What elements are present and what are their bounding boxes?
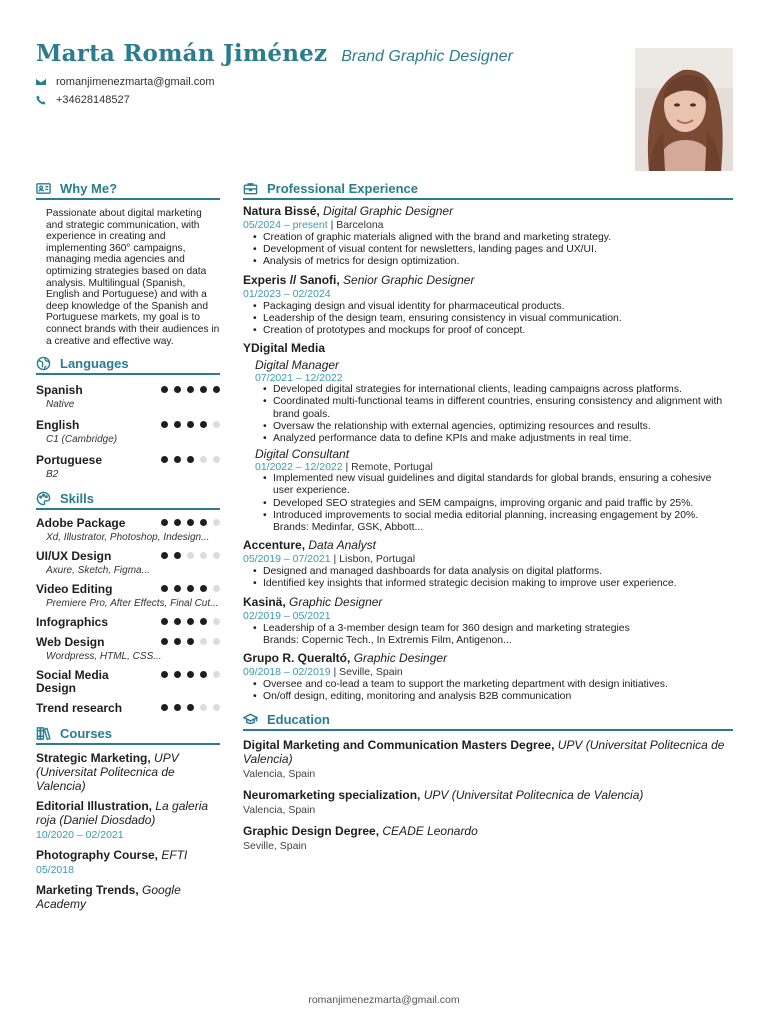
section-header-courses [36,725,220,745]
education-school: UPV (Universitat Politecnica de Valencia) [423,788,644,803]
email-text[interactable]: romanjimenezmarta@gmail.com [56,76,215,88]
language-rating [161,456,220,463]
bullet-item: • Identified key insights that informed strategic decision making to improve user experience. [253,578,733,590]
education-location: Seville, Spain [243,840,307,853]
job-location: Remote, Portugal [351,461,433,474]
course-item [36,799,220,842]
job-company: Experis // Sanofi, [243,272,340,287]
job-role: Digital Graphic Designer [323,204,454,218]
skill-name: Web Design [36,635,105,650]
experience-title: Professional Experience [267,180,419,196]
rating-dot-empty [213,704,220,711]
phone-text[interactable]: +34628148527 [56,94,130,106]
rating-dot-empty [200,552,207,559]
education-title-line [243,788,733,802]
graduation-cap-icon [243,712,258,727]
skill-tools: Xd, Illustrator, Photoshop, Indesign... [46,532,210,544]
rating-dot-filled [200,671,207,678]
skill-rating [161,519,220,526]
job-meta: 05/2024 – present | Barcelona [243,219,384,231]
candidate-name: Marta Román Jiménez [36,40,328,67]
section-header-why [36,180,220,200]
rating-dot-filled [213,386,220,393]
rating-dot-empty [213,618,220,625]
bullet-item: • Analyzed performance data to define KPIs and make adjustments in real time. [263,433,733,445]
rating-dot-filled [161,421,168,428]
job-bullets [253,679,733,703]
job-company: Accenture, [243,538,306,553]
course-date: 10/2020 – 02/2021 [36,829,124,842]
course-title: Editorial Illustration, [36,799,153,814]
education-item [243,788,733,817]
course-item [36,883,220,911]
why-title: Why Me? [60,180,118,196]
skill-item [36,669,220,695]
job-meta [243,288,733,301]
rating-dot-filled [161,704,168,711]
job-role: Digital Consultant [255,447,350,462]
bullet-item: • Leadership of a 3-member design team for 360 design and marketing strategies [253,623,733,635]
globe-icon [36,356,51,371]
job-role: Graphic Desinger [353,651,448,666]
job-location: Lisbon, Portugal [339,553,416,566]
language-item [36,453,220,480]
language-name: Portuguese [36,453,103,468]
skill-name: Video Editing [36,582,113,597]
rating-dot-filled [161,638,168,645]
language-rating [161,386,220,393]
rating-dot-filled [187,456,194,463]
job-bullets [263,384,733,445]
skill-name: UI/UX Design [36,549,112,564]
footer-email[interactable]: romanjimenezmarta@gmail.com [308,994,460,1006]
rating-dot-filled [187,638,194,645]
rating-dot-filled [161,585,168,592]
rating-dot-filled [161,456,168,463]
skill-tools: Premiere Pro, After Effects, Final Cut... [46,598,219,610]
job-company: Kasinä, [243,594,286,609]
language-name: English [36,418,80,433]
rating-dot-empty [200,704,207,711]
rating-dot-empty [213,638,220,645]
job-bullets [253,301,733,338]
job-bullets [263,473,733,534]
skill-rating [161,671,220,678]
job-date: 05/2024 – present [243,219,328,231]
rating-dot-empty [187,552,194,559]
bullet-item: • Developed SEO strategies and SEM campaigns, improving organic and paid traffic by 25%. [263,498,733,510]
skill-name: Infographics [36,615,109,630]
courses-list [36,751,220,911]
course-item [36,751,220,793]
skill-item [36,583,220,609]
rating-dot-filled [174,618,181,625]
language-level: C1 (Cambridge) [46,434,118,446]
rating-dot-filled [174,638,181,645]
skill-rating [161,704,220,711]
skills-title: Skills [60,490,94,506]
education-school: UPV (Universitat Politecnica de Valencia) [243,738,725,767]
language-rating [161,421,220,428]
job-role: Digital Manager [255,358,340,373]
education-location: Valencia, Spain [243,804,316,817]
job-date: 02/2019 – 05/2021 [243,609,331,622]
rating-dot-filled [174,671,181,678]
job-bullets [253,232,733,269]
language-name: Spanish [36,383,83,398]
resume-header [36,40,616,106]
skill-item [36,616,220,629]
skill-name: Trend research [36,701,123,716]
course-title: Strategic Marketing, [36,751,151,766]
profile-photo [635,48,733,171]
bullet-item: • Coordinated multi-functional teams in different countries, ensuring consistency and alignment with brand goals. [263,396,733,420]
job-role: Senior Graphic Designer [343,272,475,287]
rating-dot-filled [187,421,194,428]
job-entry [243,595,733,647]
education-item [243,824,733,853]
rating-dot-empty [213,456,220,463]
job-role: Graphic Designer [289,594,383,609]
right-column [243,180,733,853]
language-level: B2 [46,469,59,481]
job-entry [243,538,733,590]
left-column [36,180,220,911]
skill-tools: Axure, Sketch, Figma... [46,565,150,577]
job-date: 01/2023 – 02/2024 [243,287,331,300]
rating-dot-filled [200,585,207,592]
skill-item [36,550,220,576]
rating-dot-filled [174,585,181,592]
bullet-item: • Implemented new visual guidelines and digital standards for global brands, ensuring a cohesive user experience. [263,473,733,497]
bullet-item: • Analysis of metrics for design optimization. [253,256,733,268]
language-item [36,383,220,410]
section-header-education [243,711,733,731]
course-org: EFTI [161,848,188,863]
bullet-item: • Leadership of the design team, ensuring consistency in visual communication. [253,313,733,325]
job-meta [255,372,733,384]
job-location: Barcelona [336,219,384,231]
job-meta: 01/2022 – 12/2022 | Remote, Portugal [255,461,433,474]
why-text: Passionate about digital marketing and strategic communication, with experience in creating and implementing 360° campaigns, managing media agencies and optimizing strategies based on data analysis. Multilingual (Spanish, English and Portuguese) and with a deep knowledge of the Spanish and Portuguese markets, my goal is to connect brands with their audiences in a creative and effective way. [46,208,220,347]
skill-name: Adobe Package [36,516,126,531]
bullet-item: • Oversee and co-lead a team to support the marketing department with design initiatives. [253,679,733,691]
briefcase-icon [243,181,258,196]
skill-rating [161,585,220,592]
course-title: Marketing Trends, [36,883,139,898]
rating-dot-filled [161,671,168,678]
education-degree: Neuromarketing specialization, [243,788,421,803]
envelope-icon [36,77,46,87]
courses-title: Courses [60,725,113,741]
education-item [243,738,733,781]
job-company: Natura Bissé, [243,204,320,218]
course-org: Google Academy [36,883,181,912]
rating-dot-filled [174,421,181,428]
job-date: 09/2018 – 02/2019 [243,666,331,679]
rating-dot-empty [213,585,220,592]
experience-list [243,204,733,703]
rating-dot-filled [187,704,194,711]
course-date: 05/2018 [36,864,74,877]
rating-dot-filled [187,386,194,393]
bullet-item: • Creation of prototypes and mockups for proof of concept. [253,325,733,337]
education-degree: Digital Marketing and Communication Masters Degree, [243,738,555,753]
rating-dot-empty [213,421,220,428]
job-title-line [243,595,733,610]
job-bullets [253,623,733,647]
languages-title: Languages [60,355,129,371]
skill-rating [161,638,220,645]
phone-icon [36,95,46,105]
language-item [36,418,220,445]
rating-dot-filled [161,386,168,393]
rating-dot-empty [213,671,220,678]
job-brands-note: Brands: Medinfar, GSK, Abbott... [273,522,424,534]
course-title: Photography Course, [36,848,159,863]
rating-dot-filled [200,421,207,428]
rating-dot-filled [161,552,168,559]
skill-rating [161,618,220,625]
bullet-item: • Development of visual content for newsletters, landing pages and UX/UI. [253,244,733,256]
section-header-experience [243,180,733,200]
job-role: Data Analyst [308,538,376,553]
rating-dot-empty [213,552,220,559]
job-entry [243,273,733,338]
bullet-item: • Oversaw the relationship with external agencies, optimizing resources and results. [263,421,733,433]
job-title-line [243,538,733,553]
job-date: 01/2022 – 12/2022 [255,461,343,474]
job-entry [243,204,733,269]
course-org: La galeria roja (Daniel Diosdado) [36,799,209,828]
education-location: Valencia, Spain [243,768,316,781]
rating-dot-empty [200,456,207,463]
rating-dot-filled [187,671,194,678]
language-level: Native [46,399,75,411]
course-org: UPV (Universitat Politecnica de Valencia) [36,751,179,794]
palette-icon [36,491,51,506]
bullet-item: • Packaging design and visual identity for pharmaceutical products. [253,301,733,313]
bullet-item: • Introduced improvements to social media editorial planning, increasing engagement by 20%. [263,510,733,522]
job-bullets [253,566,733,590]
job-company: YDigital Media [243,341,326,356]
rating-dot-filled [187,585,194,592]
email-contact[interactable] [36,76,616,88]
rating-dot-empty [200,638,207,645]
skills-list [36,517,220,715]
rating-dot-filled [174,519,181,526]
job-title-line [243,651,733,666]
job-location: Seville, Spain [339,666,403,679]
skill-name: Social Media Design [36,668,109,696]
bullet-item: • Developed digital strategies for international clients, leading campaigns across platforms. [263,384,733,396]
skill-tools: Wordpress, HTML, CSS... [46,651,162,663]
phone-contact[interactable] [36,94,616,106]
skill-item [36,636,220,662]
skill-item [36,517,220,543]
skill-item [36,702,220,715]
job-meta: 05/2019 – 07/2021 | Lisbon, Portugal [243,553,416,566]
job-meta: 09/2018 – 02/2019 | Seville, Spain [243,666,403,679]
books-icon [36,726,51,741]
id-card-icon [36,181,51,196]
rating-dot-filled [200,519,207,526]
rating-dot-filled [187,519,194,526]
rating-dot-filled [161,618,168,625]
education-title-line [243,824,733,838]
job-entry [243,651,733,703]
candidate-role: Brand Graphic Designer [341,48,513,65]
section-header-languages [36,355,220,375]
rating-dot-filled [200,618,207,625]
course-item [36,848,220,877]
job-title-line [243,273,733,288]
job-meta [243,610,733,623]
job-title-line [243,204,733,219]
job-company: Grupo R. Queraltó, [243,651,351,666]
education-degree: Graphic Design Degree, [243,824,380,839]
rating-dot-filled [174,386,181,393]
education-list [243,738,733,853]
bullet-item: • Creation of graphic materials aligned with the brand and marketing strategy. [253,232,733,244]
job-date: 07/2021 – 12/2022 [255,372,343,385]
rating-dot-filled [174,552,181,559]
rating-dot-filled [161,519,168,526]
bullet-item: • On/off design, editing, monitoring and analysis B2B communication [253,691,733,703]
job-brands-note: Brands: Copernic Tech., In Extremis Film, Antigenon... [263,634,512,646]
education-title: Education [267,711,330,727]
rating-dot-empty [213,519,220,526]
bullet-item: • Designed and managed dashboards for data analysis on digital platforms. [253,566,733,578]
skill-rating [161,552,220,559]
education-school: CEADE Leonardo [382,824,478,839]
languages-list [36,383,220,480]
education-title-line [243,738,733,766]
rating-dot-filled [174,456,181,463]
rating-dot-filled [187,618,194,625]
rating-dot-filled [200,386,207,393]
job-date: 05/2019 – 07/2021 [243,553,331,566]
section-header-skills [36,490,220,510]
job-entry [243,341,733,534]
rating-dot-filled [174,704,181,711]
